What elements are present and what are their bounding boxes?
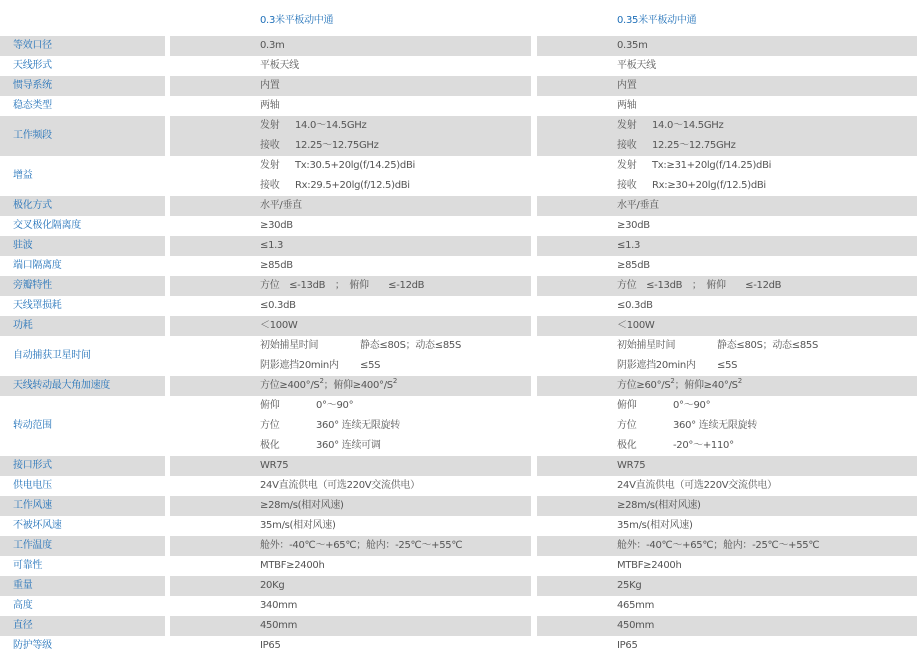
spec-value-0-3m: [170, 76, 531, 96]
spec-value-text: ≤0.3dB: [260, 300, 296, 311]
spec-label-text: 直径: [13, 620, 33, 631]
spec-value-line: [617, 136, 917, 156]
spec-value-text: 舱外：-40℃～+65℃；舱内：-25℃～+55℃: [617, 540, 820, 551]
spec-value-0-3m: [170, 36, 531, 56]
spec-label-text: 稳态类型: [13, 100, 52, 111]
spec-value-line: [617, 196, 917, 216]
spec-value-line: [617, 336, 917, 356]
spec-value-line: [260, 516, 531, 536]
spec-value-line: [260, 236, 531, 256]
spec-value-line: [617, 596, 917, 616]
spec-value-0-35m: [537, 516, 917, 536]
spec-value-0-35m: [537, 476, 917, 496]
spec-value-line: [617, 556, 917, 576]
spec-value-text: ≥85dB: [260, 260, 293, 271]
spec-value-text: 0.3m: [260, 40, 285, 51]
spec-value-0-3m: [170, 56, 531, 76]
table-row: [0, 256, 917, 276]
spec-value-text: 450mm: [617, 620, 655, 631]
spec-value-text: 阴影遮挡20min内: [617, 360, 696, 371]
spec-value-line: [260, 556, 531, 576]
spec-value-text: ≤1.3: [260, 240, 284, 251]
spec-value-text: 35m/s(相对风速): [260, 520, 336, 531]
spec-value-0-35m: [537, 316, 917, 336]
spec-value-text: WR75: [617, 460, 646, 471]
spec-value-line: [260, 276, 531, 296]
spec-value-line: [260, 356, 531, 376]
spec-value-0-35m: [537, 256, 917, 276]
spec-value-detail: 360° 连续可调: [316, 440, 381, 451]
spec-value-line: [260, 456, 531, 476]
spec-value-0-35m: [537, 396, 917, 456]
spec-label-text: 等效口径: [13, 40, 52, 51]
spec-value-line: [260, 376, 531, 396]
spec-value-line: [260, 296, 531, 316]
spec-value-0-35m: [537, 596, 917, 616]
spec-label: [0, 76, 165, 96]
spec-value-text: 初始捕星时间: [617, 340, 676, 351]
spec-value-text: ≥28m/s(相对风速): [617, 500, 701, 511]
spec-value-detail: 360° 连续无限旋转: [316, 420, 400, 431]
spec-value-0-3m: [170, 536, 531, 556]
spec-value-detail: Tx:≥31+20lg(f/14.25)dBi: [652, 160, 772, 171]
spec-value-line: [617, 456, 917, 476]
spec-value-text: 方位$\ge 400^\circ/S^2$；俯仰$\ge 400^\circ/S^2$: [260, 377, 397, 391]
spec-value-0-35m: [537, 76, 917, 96]
spec-label-text: 防护等级: [13, 640, 52, 651]
spec-label-text: 旁瓣特性: [13, 280, 52, 291]
spec-value-line: [260, 56, 531, 76]
spec-value-text: 465mm: [617, 600, 655, 611]
spec-value-0-3m: [170, 496, 531, 516]
spec-value-text: 方位 ≤-13dB ； 俯仰 ≤-12dB: [617, 280, 782, 291]
spec-value-detail: Tx:30.5+20lg(f/14.25)dBi: [295, 160, 415, 171]
spec-value-line: [260, 596, 531, 616]
table-row: [0, 76, 917, 96]
spec-value-0-35m: [537, 576, 917, 596]
spec-label-text: 天线形式: [13, 60, 52, 71]
spec-value-text: 水平/垂直: [617, 200, 659, 211]
spec-value-0-35m: [537, 276, 917, 296]
spec-value-line: [617, 156, 917, 176]
spec-value-0-35m: [537, 196, 917, 216]
spec-value-text: 方位$\ge 60^\circ/S^2$；俯仰$\ge 40^\circ/S^2$: [617, 377, 742, 391]
spec-label-text: 重量: [13, 580, 33, 591]
spec-value-detail: 12.25～12.75GHz: [295, 140, 379, 151]
spec-value-0-35m: [537, 296, 917, 316]
spec-label-text: 极化方式: [13, 200, 52, 211]
spec-value-0-35m: [537, 336, 917, 376]
spec-value-detail: -20°～+110°: [673, 440, 734, 451]
spec-value-line: [260, 336, 531, 356]
spec-value-0-3m: [170, 556, 531, 576]
spec-value-line: [617, 396, 917, 416]
spec-value-line: [260, 136, 531, 156]
spec-value-0-3m: [170, 256, 531, 276]
spec-label: [0, 36, 165, 56]
spec-value-0-35m: [537, 56, 917, 76]
spec-value-text: 极化: [260, 440, 280, 451]
spec-value-0-3m: [170, 456, 531, 476]
spec-value-text: 内置: [617, 80, 637, 91]
spec-value-line: [617, 296, 917, 316]
spec-label: [0, 196, 165, 216]
spec-value-text: IP65: [617, 640, 638, 651]
spec-value-detail: 12.25～12.75GHz: [652, 140, 736, 151]
spec-value-text: 发射: [617, 160, 637, 171]
spec-label-text: 惯导系统: [13, 80, 52, 91]
spec-value-text: 初始捕星时间: [260, 340, 319, 351]
spec-label: [0, 616, 165, 636]
spec-value-0-3m: [170, 216, 531, 236]
spec-value-detail: ≤5S: [360, 360, 381, 371]
spec-value-0-35m: [537, 216, 917, 236]
spec-value-line: [260, 316, 531, 336]
spec-value-line: [260, 476, 531, 496]
spec-label-text: 交叉极化隔离度: [13, 220, 81, 231]
spec-value-detail: 14.0～14.5GHz: [295, 120, 367, 131]
spec-value-0-3m: [170, 376, 531, 396]
spec-label-text: 自动捕获卫星时间: [13, 350, 91, 361]
table-row: [0, 316, 917, 336]
spec-label-text: 供电电压: [13, 480, 52, 491]
spec-value-0-3m: [170, 396, 531, 456]
spec-value-line: [617, 576, 917, 596]
spec-value-text: 24V直流供电（可选220V交流供电）: [260, 480, 420, 491]
spec-value-line: [617, 496, 917, 516]
table-row: [0, 596, 917, 616]
spec-value-line: [260, 256, 531, 276]
spec-value-line: [617, 636, 917, 656]
spec-label: [0, 256, 165, 276]
table-row: [0, 576, 917, 596]
spec-label: [0, 536, 165, 556]
spec-label: [0, 116, 165, 156]
spec-value-line: [617, 76, 917, 96]
spec-value-line: [260, 576, 531, 596]
spec-label: [0, 556, 165, 576]
spec-value-line: [617, 536, 917, 556]
spec-value-line: [260, 196, 531, 216]
spec-value-line: [617, 36, 917, 56]
spec-value-0-35m: [537, 376, 917, 396]
spec-value-text: 平板天线: [260, 60, 299, 71]
spec-label: [0, 156, 165, 196]
spec-value-text: 舱外：-40℃～+65℃；舱内：-25℃～+55℃: [260, 540, 463, 551]
spec-value-line: [617, 116, 917, 136]
spec-value-0-3m: [170, 156, 531, 196]
spec-value-0-3m: [170, 116, 531, 156]
spec-value-0-3m: [170, 196, 531, 216]
spec-value-line: [260, 496, 531, 516]
spec-value-line: [617, 316, 917, 336]
spec-label: [0, 216, 165, 236]
table-row: [0, 296, 917, 316]
spec-value-line: [260, 96, 531, 116]
spec-value-text: 接收: [260, 180, 280, 191]
spec-value-detail: Rx:≥30+20lg(f/12.5)dBi: [652, 180, 766, 191]
spec-value-line: [260, 536, 531, 556]
spec-value-detail: 14.0～14.5GHz: [652, 120, 724, 131]
spec-value-line: [260, 116, 531, 136]
table-row: [0, 236, 917, 256]
spec-value-text: MTBF≥2400h: [260, 560, 325, 571]
table-row: [0, 336, 917, 376]
spec-value-text: 25Kg: [617, 580, 642, 591]
table-row: [0, 96, 917, 116]
spec-value-line: [260, 416, 531, 436]
spec-value-0-35m: [537, 536, 917, 556]
spec-value-text: ≤0.3dB: [617, 300, 653, 311]
column-header-0-3m: 0.3米平板动中通: [260, 15, 334, 26]
spec-value-text: ≥30dB: [260, 220, 293, 231]
spec-value-line: [617, 476, 917, 496]
spec-value-line: [617, 376, 917, 396]
spec-value-text: ≥28m/s(相对风速): [260, 500, 344, 511]
spec-value-text: 平板天线: [617, 60, 656, 71]
spec-label-text: 接口形式: [13, 460, 52, 471]
spec-value-line: [260, 636, 531, 656]
spec-value-text: 0.35m: [617, 40, 648, 51]
spec-value-line: [617, 236, 917, 256]
table-row: [0, 456, 917, 476]
spec-value-0-3m: [170, 576, 531, 596]
spec-value-text: 接收: [617, 180, 637, 191]
spec-value-text: ＜100W: [617, 320, 655, 331]
table-row: [0, 616, 917, 636]
table-row: [0, 376, 917, 396]
spec-value-text: 发射: [617, 120, 637, 131]
spec-value-0-35m: [537, 636, 917, 656]
spec-value-0-3m: [170, 336, 531, 376]
spec-label-text: 端口隔离度: [13, 260, 62, 271]
spec-value-line: [617, 216, 917, 236]
spec-value-text: 24V直流供电（可选220V交流供电）: [617, 480, 777, 491]
spec-value-0-35m: [537, 556, 917, 576]
spec-value-line: [260, 436, 531, 456]
spec-value-line: [260, 176, 531, 196]
spec-label: [0, 596, 165, 616]
spec-value-text: WR75: [260, 460, 289, 471]
spec-value-text: 俯仰: [260, 400, 280, 411]
spec-value-line: [260, 76, 531, 96]
spec-value-detail: 0°～90°: [673, 400, 711, 411]
spec-label: [0, 456, 165, 476]
column-header-0-35m: 0.35米平板动中通: [617, 15, 697, 26]
spec-value-text: MTBF≥2400h: [617, 560, 682, 571]
spec-value-text: 俯仰: [617, 400, 637, 411]
table-row: [0, 116, 917, 156]
spec-value-text: 水平/垂直: [260, 200, 302, 211]
spec-value-0-3m: [170, 516, 531, 536]
table-row: [0, 196, 917, 216]
spec-label: [0, 316, 165, 336]
spec-label-text: 工作温度: [13, 540, 52, 551]
spec-label-text: 转动范围: [13, 420, 52, 431]
spec-label: [0, 376, 165, 396]
spec-label-text: 功耗: [13, 320, 33, 331]
spec-value-0-3m: [170, 96, 531, 116]
spec-value-text: ≥30dB: [617, 220, 650, 231]
spec-value-0-3m: [170, 476, 531, 496]
spec-label: [0, 496, 165, 516]
spec-value-0-35m: [537, 116, 917, 156]
spec-value-text: ≤1.3: [617, 240, 641, 251]
table-row: [0, 476, 917, 496]
spec-label: [0, 516, 165, 536]
table-row: [0, 276, 917, 296]
spec-label: [0, 276, 165, 296]
table-row: [0, 556, 917, 576]
spec-value-0-3m: [170, 236, 531, 256]
table-row: [0, 396, 917, 456]
spec-value-text: 方位: [617, 420, 637, 431]
spec-value-line: [617, 96, 917, 116]
spec-label: [0, 336, 165, 376]
spec-value-text: 极化: [617, 440, 637, 451]
spec-value-line: [260, 616, 531, 636]
spec-label: [0, 96, 165, 116]
spec-value-detail: 静态≤80S；动态≤85S: [717, 340, 819, 351]
spec-value-line: [617, 56, 917, 76]
spec-value-text: 20Kg: [260, 580, 285, 591]
spec-label-text: 高度: [13, 600, 33, 611]
table-row: [0, 156, 917, 196]
spec-label: [0, 296, 165, 316]
spec-value-0-35m: [537, 156, 917, 196]
spec-value-text: 35m/s(相对风速): [617, 520, 693, 531]
spec-value-0-35m: [537, 496, 917, 516]
spec-value-0-35m: [537, 36, 917, 56]
spec-value-text: 340mm: [260, 600, 298, 611]
spec-value-line: [260, 156, 531, 176]
spec-value-line: [617, 356, 917, 376]
spec-value-text: 接收: [260, 140, 280, 151]
spec-value-text: 两轴: [617, 100, 637, 111]
table-row: [0, 216, 917, 236]
table-row: [0, 36, 917, 56]
spec-value-line: [617, 516, 917, 536]
table-row: [0, 516, 917, 536]
spec-value-detail: 静态≤80S；动态≤85S: [360, 340, 462, 351]
table-row: [0, 496, 917, 516]
table-row: [0, 636, 917, 656]
spec-label-text: 工作频段: [13, 130, 52, 141]
spec-label-text: 可靠性: [13, 560, 43, 571]
spec-label-text: 天线转动最大角加速度: [13, 380, 110, 391]
spec-value-detail: 0°～90°: [316, 400, 354, 411]
spec-value-0-3m: [170, 296, 531, 316]
spec-value-line: [617, 276, 917, 296]
spec-value-text: 接收: [617, 140, 637, 151]
spec-value-0-3m: [170, 616, 531, 636]
spec-label: [0, 396, 165, 456]
spec-value-0-3m: [170, 596, 531, 616]
spec-value-text: 内置: [260, 80, 280, 91]
spec-value-line: [617, 176, 917, 196]
spec-value-line: [260, 396, 531, 416]
spec-label: [0, 56, 165, 76]
spec-value-line: [260, 36, 531, 56]
spec-value-text: 两轴: [260, 100, 280, 111]
spec-label: [0, 236, 165, 256]
spec-value-line: [260, 216, 531, 236]
spec-value-0-3m: [170, 276, 531, 296]
spec-label-text: 驻波: [13, 240, 33, 251]
spec-value-text: 发射: [260, 120, 280, 131]
spec-label: [0, 576, 165, 596]
spec-value-text: 发射: [260, 160, 280, 171]
spec-value-line: [617, 436, 917, 456]
spec-value-text: 阴影遮挡20min内: [260, 360, 339, 371]
spec-value-0-35m: [537, 456, 917, 476]
spec-value-text: 方位: [260, 420, 280, 431]
spec-value-0-35m: [537, 96, 917, 116]
spec-value-0-3m: [170, 636, 531, 656]
spec-label-text: 天线罩损耗: [13, 300, 62, 311]
spec-value-line: [617, 416, 917, 436]
spec-value-text: 450mm: [260, 620, 298, 631]
spec-value-0-35m: [537, 616, 917, 636]
spec-value-text: ≥85dB: [617, 260, 650, 271]
spec-value-0-3m: [170, 316, 531, 336]
spec-value-detail: Rx:29.5+20lg(f/12.5)dBi: [295, 180, 410, 191]
spec-value-line: [617, 256, 917, 276]
spec-value-detail: 360° 连续无限旋转: [673, 420, 757, 431]
spec-value-text: IP65: [260, 640, 281, 651]
spec-label-text: 工作风速: [13, 500, 52, 511]
spec-value-0-35m: [537, 236, 917, 256]
spec-value-detail: ≤5S: [717, 360, 738, 371]
spec-label: [0, 636, 165, 656]
spec-label: [0, 476, 165, 496]
spec-value-text: ＜100W: [260, 320, 298, 331]
spec-value-line: [617, 616, 917, 636]
spec-label-text: 增益: [13, 170, 33, 181]
table-row: [0, 56, 917, 76]
spec-value-text: 方位 ≤-13dB ； 俯仰 ≤-12dB: [260, 280, 425, 291]
spec-label-text: 不被坏风速: [13, 520, 62, 531]
table-row: [0, 536, 917, 556]
